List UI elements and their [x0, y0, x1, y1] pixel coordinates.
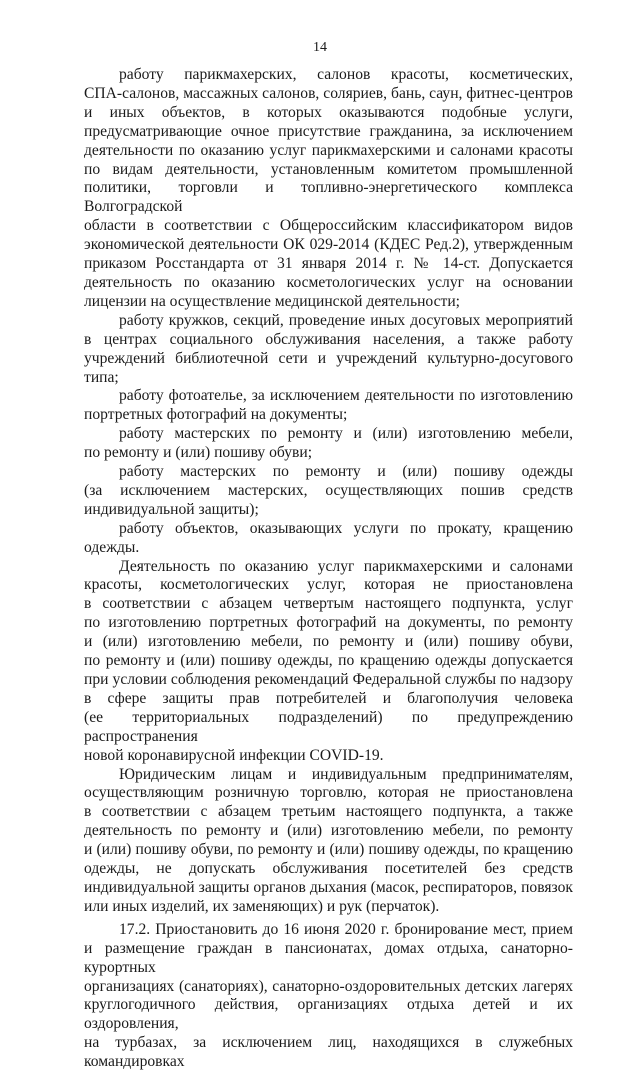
text-line: экономической деятельности ОК 029-2014 (КДЕС Ред.2), утвержденным — [84, 236, 573, 254]
text-line: работу фотоателье, за исключением деятельности по изготовлению — [119, 387, 573, 405]
text-line: и (или) изготовлению мебели, по ремонту и (или) пошиву обуви, — [84, 633, 573, 651]
text-line: области в соответствии с Общероссийским классификатором видов — [84, 217, 573, 235]
text-line: 17.2. Приостановить до 16 июня 2020 г. бронирование мест, прием — [119, 920, 573, 938]
text-line: и (или) пошиву обуви, по ремонту и (или) пошиву одежды, по кращению — [84, 841, 573, 859]
text-line: работу мастерских по ремонту и (или) пошиву одежды — [119, 463, 573, 481]
text-line: Юридическим лицам и индивидуальным предпринимателям, — [119, 765, 573, 783]
text-line: работу мастерских по ремонту и (или) изготовлению мебели, — [119, 425, 573, 443]
text-line: в центрах социального обслуживания населения, а также работу — [84, 330, 573, 348]
text-line: организациях (санаториях), санаторно-оздоровительных детских лагерях — [84, 977, 573, 995]
text-line: индивидуальной защиты); — [84, 500, 259, 518]
text-line: или иных изделий, их заменяющих) и рук (перчаток). — [84, 897, 440, 915]
text-line: по видам деятельности, установленным комитетом промышленной — [84, 160, 573, 178]
text-line: работу парикмахерских, салонов красоты, косметических, — [119, 66, 573, 83]
text-line: осуществляющим розничную торговлю, которая не приостановлена — [84, 784, 573, 802]
text-line: предусматривающие очное присутствие гражданина, за исключением — [84, 122, 573, 140]
text-line: красоты, косметологических услуг, которая не приостановлена — [84, 576, 573, 594]
text-line: СПА-салонов, массажных салонов, соляриев, бань, саун, фитнес-центров — [84, 84, 573, 102]
text-line: при условии соблюдения рекомендаций Федеральной службы по надзору — [84, 671, 573, 688]
text-line: деятельность по ремонту и (или) изготовлению мебели, по ремонту — [84, 822, 573, 840]
text-line: Деятельность по оказанию услуг парикмахерскими и салонами — [119, 557, 573, 575]
text-line: одежды, не допускать обслуживания посетителей без средств — [84, 860, 573, 878]
text-line: портретных фотографий на документы; — [84, 406, 348, 424]
text-line: в соответствии с абзацем третьим настоящего подпункта, а также — [84, 803, 573, 821]
text-line: деятельность по оказанию косметологических услуг на основании — [84, 273, 573, 291]
text-line: учреждений библиотечной сети и учреждений культурно-досугового типа; — [84, 349, 573, 386]
text-line: по изготовлению портретных фотографий на документы, по ремонту — [84, 614, 573, 632]
text-line: и размещение граждан в пансионатах, домах отдыха, санаторно-курортных — [84, 939, 573, 976]
text-line: и иных объектов, в которых оказываются подобные услуги, — [84, 103, 573, 121]
text-line: индивидуальной защиты органов дыхания (масок, респираторов, повязок — [84, 878, 573, 896]
text-line: на турбазах, за исключением лиц, находящихся в служебных командировках — [84, 1034, 573, 1071]
text-line: работу кружков, секций, проведение иных досуговых мероприятий — [119, 311, 573, 329]
text-line: по ремонту и (или) пошиву одежды, по кращению одежды допускается — [84, 652, 573, 670]
text-line: (за исключением мастерских, осуществляющих пошив средств — [84, 481, 573, 499]
text-line: в соответствии с абзацем четвертым настоящего подпункта, услуг — [84, 595, 573, 613]
text-line: круглогодичного действия, организациях отдыха детей и их оздоровления, — [84, 996, 573, 1033]
text-line: по ремонту и (или) пошиву обуви; — [84, 444, 313, 462]
text-line: приказом Росстандарта от 31 января 2014 г. № 14-ст. Допускается — [84, 255, 573, 273]
text-line: работу объектов, оказывающих услуги по прокату, кращению одежды. — [84, 519, 573, 556]
text-line: политики, торговли и топливно-энергетического комплекса Волгоградской — [84, 179, 573, 216]
text-line: деятельности по оказанию услуг парикмахерскими и салонами красоты — [84, 141, 573, 159]
text-line: (ее территориальных подразделений) по предупреждению распространения — [84, 708, 573, 745]
document-body — [84, 66, 573, 1072]
text-line: новой коронавирусной инфекции COVID-19. — [84, 746, 384, 764]
text-line: лицензии на осуществление медицинской деятельности; — [84, 292, 461, 310]
text-line: в сфере защиты прав потребителей и благополучия человека — [84, 689, 573, 707]
page-number: 14 — [313, 40, 327, 55]
